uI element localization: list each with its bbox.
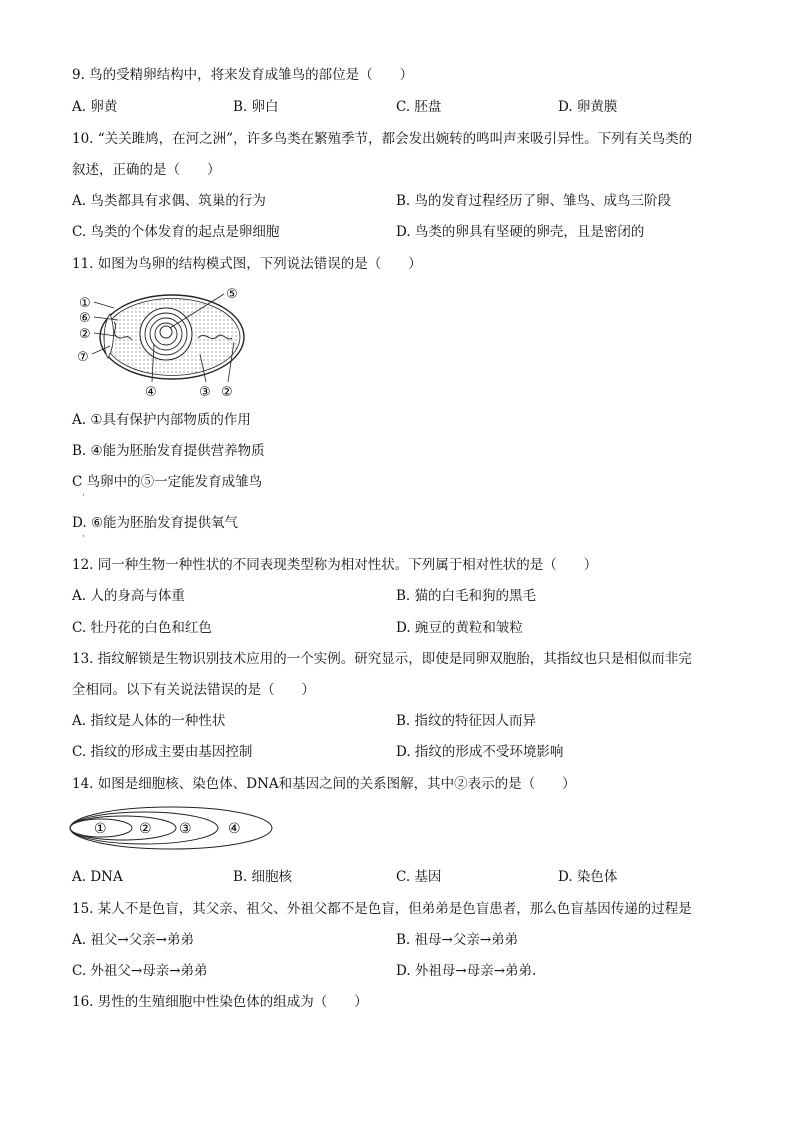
q11-option-b: B. ④能为胚胎发育提供营养物质 <box>72 443 265 459</box>
q13-option-a: A. 指纹是人体的一种性状 <box>72 713 226 729</box>
ellipse-2 <box>70 816 176 840</box>
q15-option-b: B. 祖母→父亲→弟弟 <box>396 932 519 948</box>
q15-option-c: C. 外祖父→母亲→弟弟 <box>72 963 208 979</box>
q9-stem: 9. 鸟的受精卵结构中，将来发育成雏鸟的部位是（ ） <box>72 67 414 83</box>
label-6: ⑥ <box>79 311 91 326</box>
label-7: ⑦ <box>77 350 89 365</box>
label-4: ④ <box>228 821 241 837</box>
q10-stem-line1: 10. “关关雎鸠，在河之洲”，许多鸟类在繁殖季节，都会发出婉转的鸣叫声来吸引异性。下列有关鸟类的 <box>72 131 693 147</box>
q11-option-d: D. ⑥能为胚胎发育提供氧气 <box>72 515 239 531</box>
q9-option-c: C. 胚盘 <box>396 99 442 115</box>
q11-option-a: A. ①具有保护内部物质的作用 <box>72 412 251 428</box>
label-3: ③ <box>199 385 211 400</box>
label-5: ⑤ <box>226 287 238 302</box>
q13-option-b: B. 指纹的特征因人而异 <box>396 713 537 729</box>
label-2-left: ② <box>79 327 91 342</box>
q10-option-c: C. 鸟类的个体发育的起点是卵细胞 <box>72 224 280 240</box>
q9-option-d: D. 卵黄膜 <box>558 99 618 115</box>
q13-option-d: D. 指纹的形成不受环境影响 <box>396 744 564 760</box>
q10-stem-line2: 叙述，正确的是（ ） <box>72 162 221 178</box>
q12-option-b: B. 猫的白毛和狗的黑毛 <box>396 588 537 604</box>
bird-egg-diagram <box>70 282 260 402</box>
q14-option-d: D. 染色体 <box>558 869 618 885</box>
label-4: ④ <box>145 385 157 400</box>
q14-option-c: C. 基因 <box>396 869 442 885</box>
nested-ellipse-diagram <box>68 804 280 854</box>
q16-stem: 16. 男性的生殖细胞中性染色体的组成为（ ） <box>72 994 368 1010</box>
q12-option-c: C. 牡丹花的白色和红色 <box>72 620 212 636</box>
q15-option-d: D. 外祖母→母亲→弟弟. <box>396 963 537 979</box>
q10-option-a: A. 鸟类都具有求偶、筑巢的行为 <box>72 193 266 209</box>
q12-stem: 12. 同一种生物一种性状的不同表现类型称为相对性状。下列属于相对性状的是（ ） <box>72 557 598 573</box>
q13-stem-line1: 13. 指纹解锁是生物识别技术应用的一个实例。研究显示，即使是同卵双胞胎，其指纹也只是相似而非完 <box>72 651 692 667</box>
q12-option-d: D. 豌豆的黄粒和皱粒 <box>396 620 523 636</box>
q13-option-c: C. 指纹的形成主要由基因控制 <box>72 744 253 760</box>
stray-mark: · <box>82 491 85 501</box>
q10-option-d: D. 鸟类的卵具有坚硬的卵壳，且是密闭的 <box>396 224 645 240</box>
q11-option-c: C 鸟卵中的⑤一定能发育成雏鸟 <box>72 474 263 490</box>
stray-mark: · <box>82 532 85 542</box>
q10-option-b: B. 鸟的发育过程经历了卵、雏鸟、成鸟三阶段 <box>396 193 672 209</box>
q13-stem-line2: 全相同。以下有关说法错误的是（ ） <box>72 682 315 698</box>
q12-option-a: A. 人的身高与体重 <box>72 588 185 604</box>
q14-option-b: B. 细胞核 <box>233 869 293 885</box>
q11-stem: 11. 如图为鸟卵的结构模式图，下列说法错误的是（ ） <box>72 256 422 272</box>
label-3: ③ <box>179 821 192 837</box>
q9-option-a: A. 卵黄 <box>72 99 118 115</box>
q15-stem: 15. 某人不是色盲，其父亲、祖父、外祖父都不是色盲，但弟弟是色盲患者，那么色盲基因传递的过程是 <box>72 901 692 917</box>
q9-option-b: B. 卵白 <box>233 99 279 115</box>
q15-option-a: A. 祖父→父亲→弟弟 <box>72 932 194 948</box>
q14-option-a: A. DNA <box>72 869 123 885</box>
label-1: ① <box>94 821 107 837</box>
label-1: ① <box>79 296 91 311</box>
q14-stem: 14. 如图是细胞核、染色体、DNA和基因之间的关系图解，其中②表示的是（ ） <box>72 776 576 792</box>
label-2: ② <box>139 821 152 837</box>
label-2-right: ② <box>221 385 233 400</box>
